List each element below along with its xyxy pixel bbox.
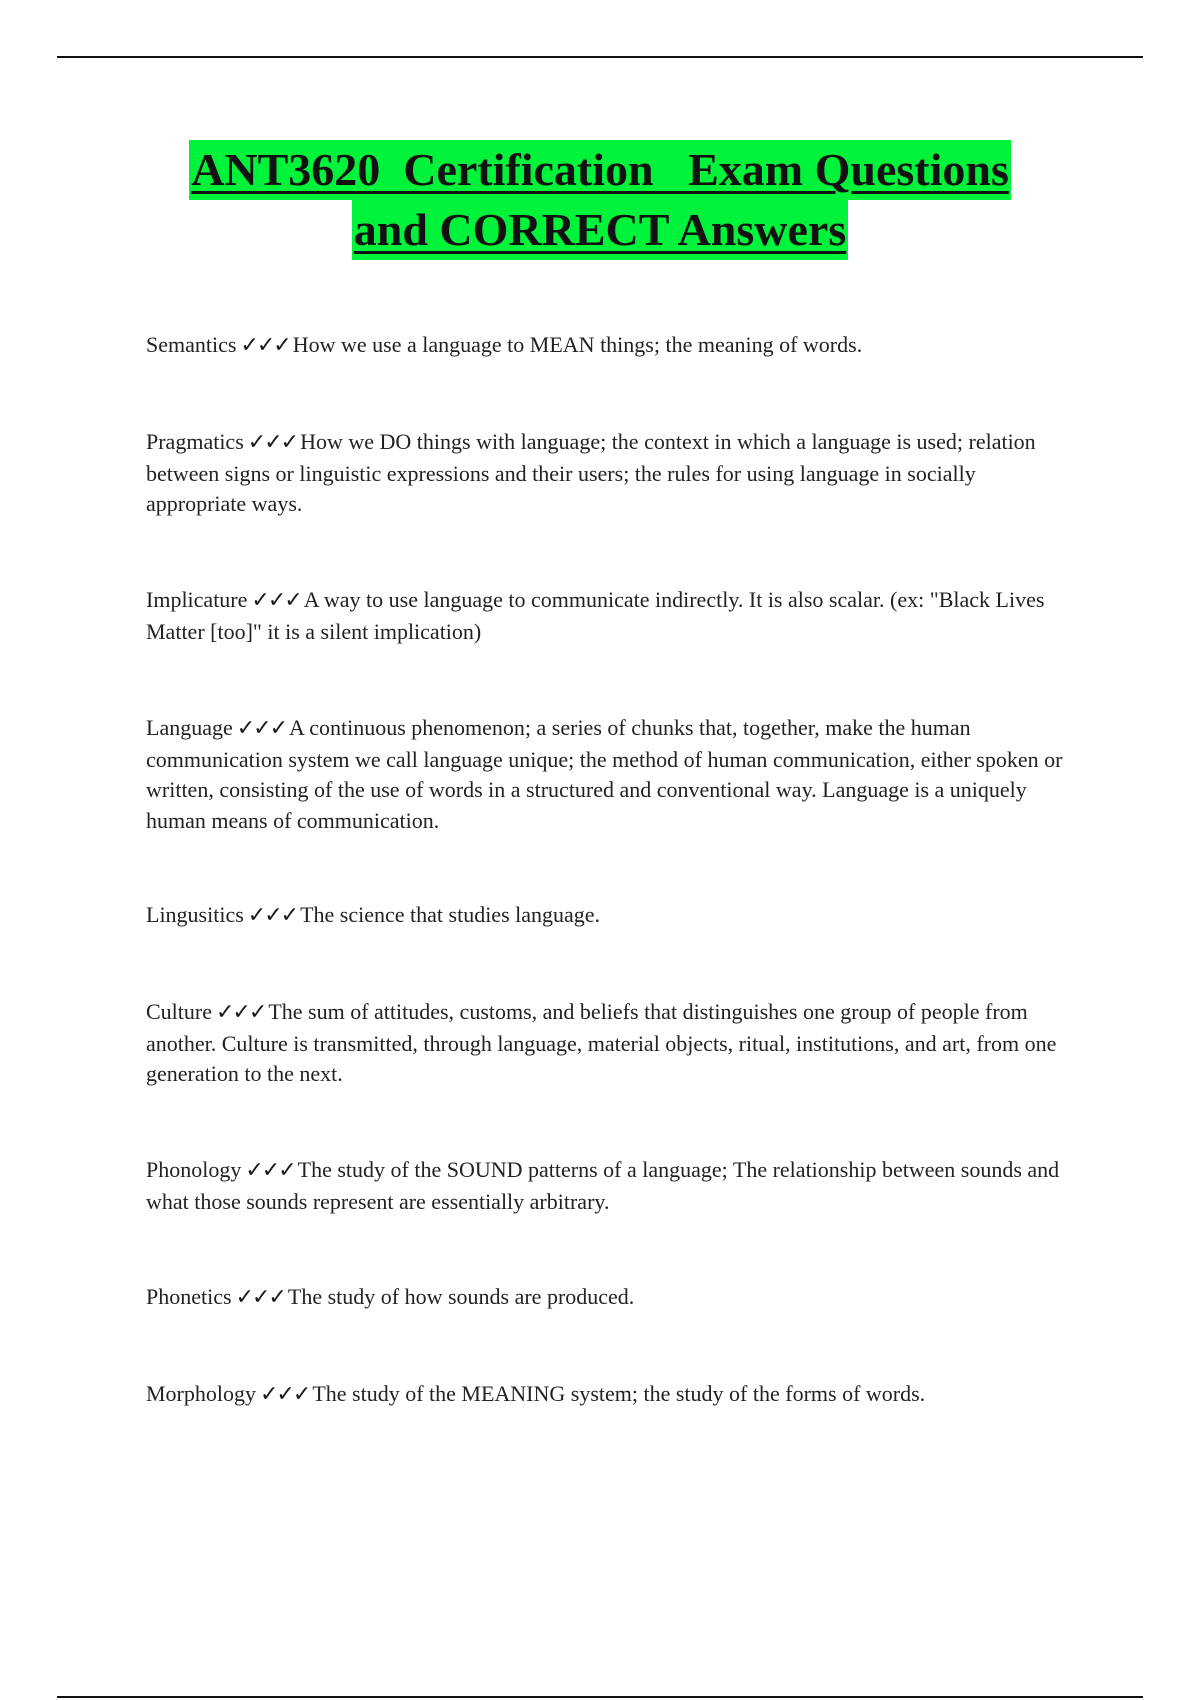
page-title: [100, 140, 1100, 260]
check-mark-icon: ✓✓✓: [247, 903, 298, 928]
check-mark-icon: ✓✓✓: [236, 716, 287, 741]
entry-term: Lingusitics: [146, 902, 244, 927]
entry-term: Phonology: [146, 1157, 242, 1182]
bottom-rule: [57, 1696, 1143, 1698]
check-mark-icon: ✓✓✓: [260, 1382, 310, 1407]
title-line-2: and CORRECT Answers: [352, 200, 848, 260]
entry-term: Phonetics: [146, 1284, 232, 1309]
entry-term: Culture: [146, 999, 212, 1024]
entry-definition: The science that studies language.: [300, 902, 601, 927]
entry-definition: A continuous phenomenon; a series of chunks that, together, make the human communication system we call language unique; the method of human communication, either spoken or written, consisting of the use of words in a structured and conventional way. Language is a uniquely human means of communication.: [146, 715, 1063, 833]
top-rule: [57, 56, 1143, 58]
qa-entry-linguistics: [146, 900, 1066, 932]
title-line-1: ANT3620 Certification Exam Questions: [189, 140, 1011, 200]
check-mark-icon: ✓✓✓: [216, 1000, 266, 1025]
qa-entry-implicature: [146, 585, 1066, 647]
check-mark-icon: ✓✓✓: [251, 588, 301, 613]
qa-entry-pragmatics: [146, 427, 1066, 520]
entry-definition: How we DO things with language; the context in which a language is used; relation between signs or linguistic expressions and their users; the rules for using language in socially appropriate ways.: [146, 429, 1036, 516]
check-mark-icon: ✓✓✓: [240, 333, 290, 358]
entry-definition: The sum of attitudes, customs, and beliefs that distinguishes one group of people from another. Culture is transmitted, through language, material objects, ritual, institutions, and art, from one generation to the next.: [146, 999, 1057, 1086]
qa-entry-phonetics: [146, 1282, 1066, 1314]
entry-term: Morphology: [146, 1381, 256, 1406]
entry-term: Language: [146, 715, 233, 740]
entry-definition: The study of how sounds are produced.: [287, 1284, 635, 1309]
qa-entry-language: [146, 713, 1066, 836]
qa-entry-phonology: [146, 1155, 1066, 1217]
entry-definition: The study of the SOUND patterns of a language; The relationship between sounds and what those sounds represent are essentially arbitrary.: [146, 1157, 1060, 1214]
entry-term: Semantics: [146, 332, 237, 357]
entry-term: Pragmatics: [146, 429, 244, 454]
entry-definition: The study of the MEANING system; the study of the forms of words.: [312, 1381, 926, 1406]
entry-term: Implicature: [146, 587, 248, 612]
entry-definition: How we use a language to MEAN things; the meaning of words.: [292, 332, 863, 357]
check-mark-icon: ✓✓✓: [247, 430, 298, 455]
qa-entry-morphology: [146, 1379, 1066, 1411]
qa-entry-culture: [146, 997, 1066, 1090]
qa-entry-semantics: [146, 330, 1066, 362]
check-mark-icon: ✓✓✓: [245, 1158, 295, 1183]
check-mark-icon: ✓✓✓: [235, 1285, 285, 1310]
entry-definition: A way to use language to communicate indirectly. It is also scalar. (ex: "Black Lives Matter [too]" it is a silent implication): [146, 587, 1045, 644]
